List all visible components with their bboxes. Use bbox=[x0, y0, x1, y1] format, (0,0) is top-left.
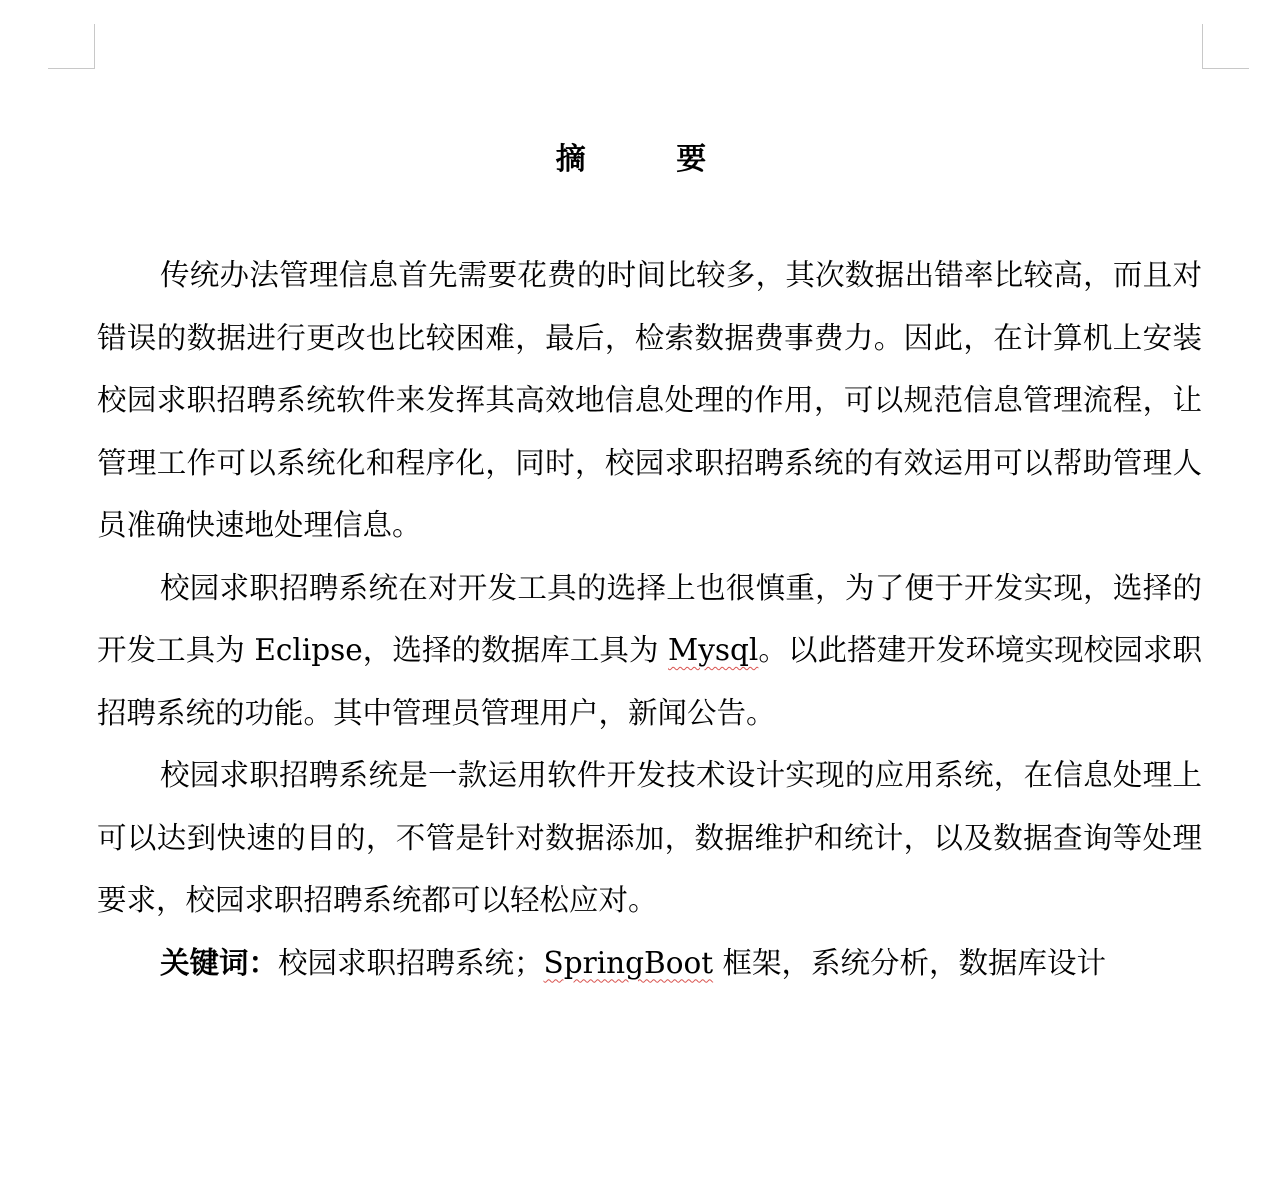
keywords-text: 框架，系统分析，数据库设计 bbox=[713, 945, 1106, 980]
crop-mark-top-left-horizontal bbox=[48, 68, 95, 69]
abstract-body[interactable] bbox=[97, 244, 1202, 994]
paragraph-text: 校园求职招聘系统在对开发工具的选择上也很慎重，为了便于开发实现，选择的开发工具为 Eclipse，选择的数据库工具为 bbox=[97, 570, 1202, 667]
spellcheck-flagged-word[interactable]: SpringBoot bbox=[543, 945, 714, 980]
keywords-line bbox=[97, 932, 1202, 995]
abstract-paragraph-3 bbox=[97, 744, 1202, 932]
abstract-title: 摘 要 bbox=[555, 142, 747, 177]
paragraph-text: 。以此搭建开发环境实现校园求职招聘系统的功能。其中管理员管理用户，新闻公告。 bbox=[97, 633, 1202, 730]
abstract-paragraph-1 bbox=[97, 244, 1202, 557]
paragraph-text: 传统办法管理信息首先需要花费的时间比较多，其次数据出错率比较高，而且对错误的数据进行更改也比较困难，最后，检索数据费事费力。因此，在计算机上安装校园求职招聘系统软件来发挥其高效地信息处理的作用，可以规范信息管理流程，让管理工作可以系统化和程序化，同时，校园求职招聘系统的有效运用可以帮助管理人员准确快速地处理信息。 bbox=[97, 258, 1202, 542]
crop-mark-top-left-vertical bbox=[94, 24, 95, 68]
abstract-paragraph-2 bbox=[97, 557, 1202, 745]
crop-mark-top-right-vertical bbox=[1202, 24, 1203, 68]
crop-mark-top-right-horizontal bbox=[1202, 68, 1249, 69]
spellcheck-flagged-word[interactable]: Mysql bbox=[668, 633, 759, 667]
keywords-text: 校园求职招聘系统； bbox=[278, 945, 544, 980]
keywords-label: 关键词： bbox=[160, 944, 279, 980]
paragraph-text: 校园求职招聘系统是一款运用软件开发技术设计实现的应用系统，在信息处理上可以达到快速的目的，不管是针对数据添加，数据维护和统计，以及数据查询等处理要求，校园求职招聘系统都可以轻松应对。 bbox=[97, 758, 1202, 917]
